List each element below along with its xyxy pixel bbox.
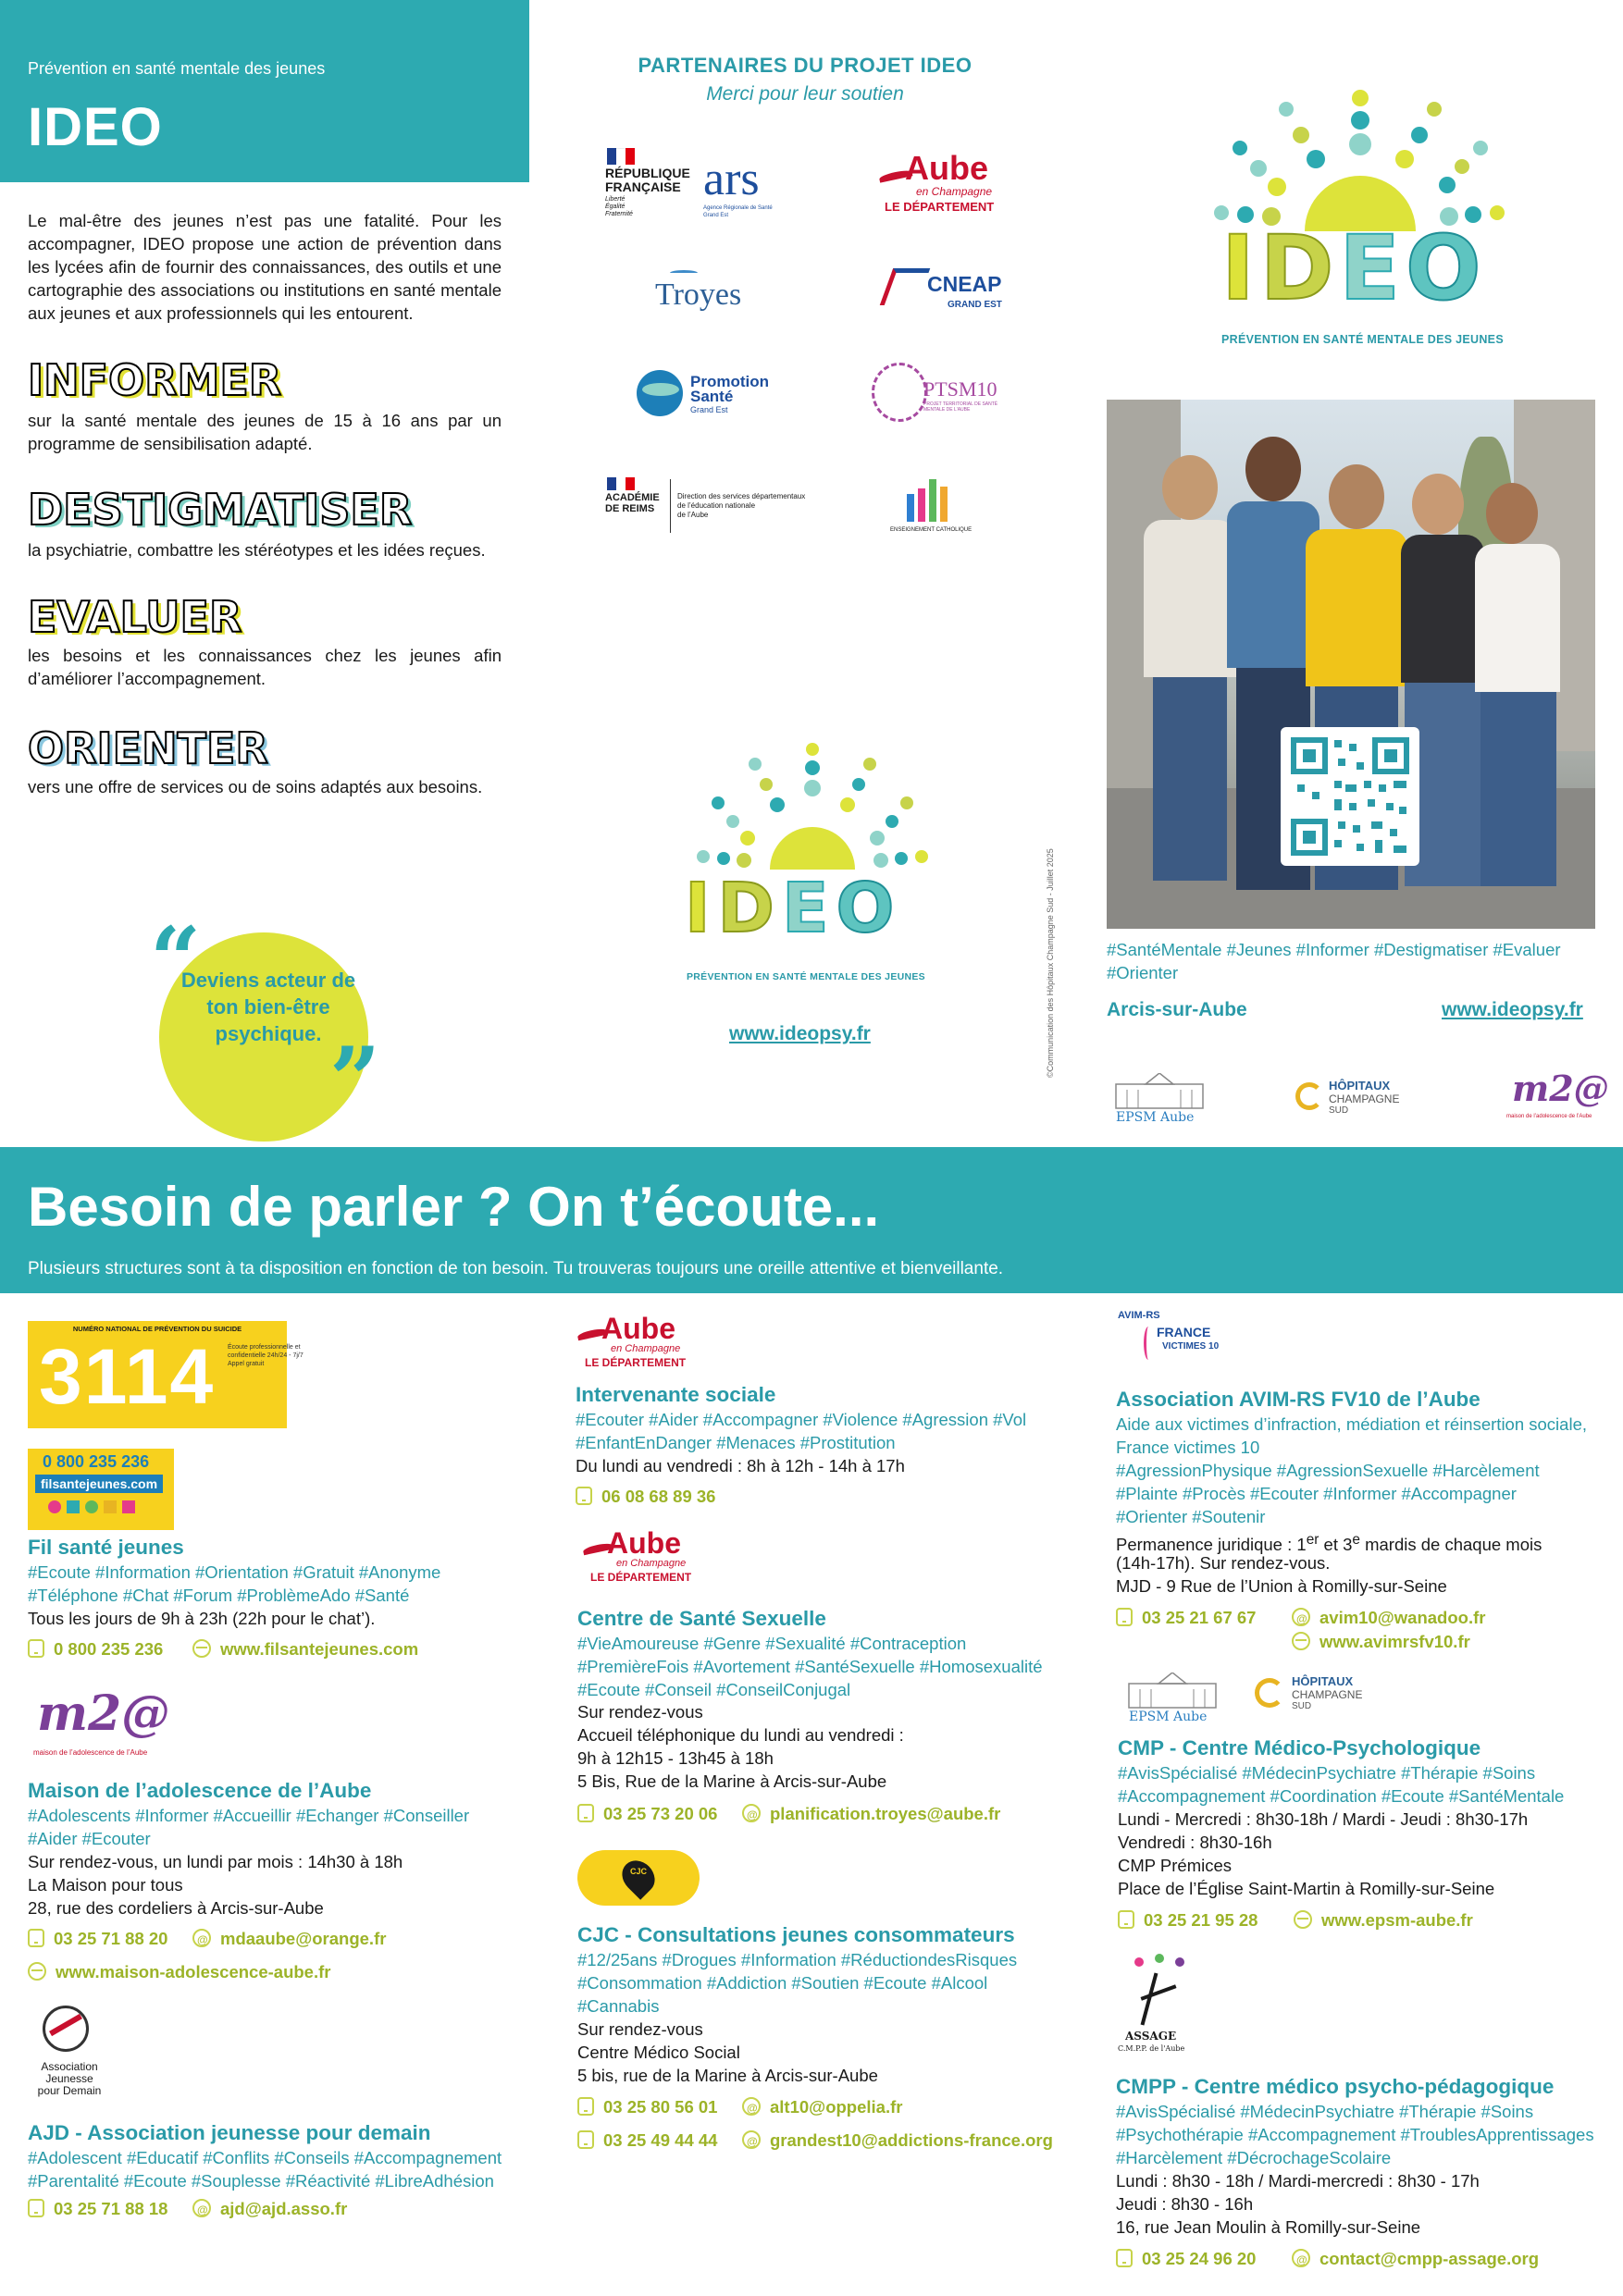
acad-line1: ACADÉMIE bbox=[605, 492, 660, 503]
fsj-tags: #Ecoute #Information #Orientation #Gratuit #Anonyme #Téléphone #Chat #Forum #ProblèmeAdo #Santé bbox=[28, 1562, 441, 1605]
phone-icon bbox=[1116, 2249, 1133, 2267]
m2a-wordmark: m2@ bbox=[1512, 1068, 1609, 1109]
is-hours: Du lundi au vendredi : 8h à 12h - 14h à 17h bbox=[576, 1456, 905, 1475]
aube2-dep: LE DÉPARTEMENT bbox=[590, 1571, 692, 1584]
logo-hopitaux-champagne-sud-2 bbox=[1255, 1674, 1384, 1721]
logo-avim-france-victimes bbox=[1116, 1308, 1236, 1375]
mda-line3: 28, rue des cordeliers à Arcis-sur-Aube bbox=[28, 1898, 324, 1918]
avim-tags: #AgressionPhysique #AgressionSexuelle #Harcèlement #Plainte #Procès #Ecouter #Informer #Accompagner #Orienter #Soutenir bbox=[1116, 1461, 1540, 1526]
ajd-mail[interactable] bbox=[192, 2197, 347, 2220]
cmpp-phone[interactable] bbox=[1116, 2247, 1256, 2270]
pillar-informer-title: INFORMER bbox=[28, 355, 282, 405]
fsj-hours: Tous les jours de 9h à 23h (22h pour le chat’). bbox=[28, 1609, 376, 1628]
phone-icon bbox=[577, 2130, 594, 2149]
cjc-line3: 5 bis, rue de la Marine à Arcis-sur-Aube bbox=[577, 2066, 878, 2085]
rf-motto3: Fraternité bbox=[605, 211, 633, 217]
assage-logo-b: C.M.P.P. de l'Aube bbox=[1118, 2044, 1185, 2053]
globe-icon bbox=[28, 1962, 46, 1981]
ideo-letter-o: O bbox=[1405, 216, 1487, 320]
cjc-phone1[interactable] bbox=[577, 2095, 717, 2118]
aube1-wordmark: Aube bbox=[601, 1312, 675, 1345]
cmpp-name: CMPP - Centre médico psycho-pédagogique bbox=[1116, 2075, 1555, 2098]
rf-line1: RÉPUBLIQUE bbox=[605, 166, 690, 180]
cmpp-line1: Lundi : 8h30 - 18h / Mardi-mercredi : 8h30 - 17h bbox=[1116, 2171, 1480, 2191]
phone-icon bbox=[577, 2097, 594, 2116]
acad-desc2: de l’éducation nationale bbox=[677, 501, 756, 510]
mda-phone-text: 03 25 71 88 20 bbox=[54, 1929, 168, 1948]
cover-website-link[interactable]: www.ideopsy.fr bbox=[1442, 999, 1583, 1020]
sun-icon-small bbox=[685, 740, 935, 870]
ideo-center-letter-e: E bbox=[781, 869, 836, 948]
m2a-sub: maison de l’adolescence de l’Aube bbox=[1506, 1114, 1592, 1119]
logo-3114 bbox=[28, 1321, 304, 1428]
cjc-phone2[interactable] bbox=[577, 2129, 717, 2152]
phone-icon bbox=[577, 1804, 594, 1822]
cmp-line2: Vendredi : 8h30-16h bbox=[1118, 1833, 1272, 1852]
ideo-tagline-top: PRÉVENTION EN SANTÉ MENTALE DES JEUNES bbox=[1221, 333, 1504, 346]
logo-epsm-aube bbox=[1109, 1073, 1210, 1127]
acad-desc3: de l’Aube bbox=[677, 511, 709, 519]
close-quote-icon: ” bbox=[329, 1028, 381, 1132]
ars-sub: Agence Régionale de Santé bbox=[703, 205, 773, 211]
cjc-mail2-text: grandest10@addictions-france.org bbox=[770, 2130, 1053, 2150]
css-mail-text: planification.troyes@aube.fr bbox=[770, 1804, 1001, 1823]
hcs-line1: HÔPITAUX bbox=[1329, 1079, 1391, 1092]
cover-hashtags: #SantéMentale #Jeunes #Informer #Destigmatiser #Evaluer #Orienter bbox=[1107, 940, 1561, 982]
cjc-phone2-text: 03 25 49 44 44 bbox=[603, 2130, 718, 2150]
mda-name: Maison de l’adolescence de l’Aube bbox=[28, 1779, 372, 1802]
cneap-sub: GRAND EST bbox=[948, 300, 1002, 310]
mda-web[interactable] bbox=[28, 1960, 330, 1983]
cmp-line1: Lundi - Mercredi : 8h30-18h / Mardi - Jeudi : 8h30-17h bbox=[1118, 1809, 1529, 1829]
listening-banner bbox=[0, 1147, 1623, 1293]
avim-phone-text: 03 25 21 67 67 bbox=[1142, 1608, 1257, 1627]
avim-logo-b: FRANCE bbox=[1157, 1325, 1211, 1339]
cneap-wordmark: CNEAP bbox=[927, 272, 1002, 296]
pillar-orienter-title: ORIENTER bbox=[28, 723, 268, 773]
header-panel bbox=[0, 0, 529, 182]
hcs-line3: SUD bbox=[1329, 1105, 1349, 1116]
cmpp-mail[interactable] bbox=[1292, 2247, 1539, 2270]
logo-aube-2 bbox=[583, 1528, 703, 1587]
cmpp-phone-text: 03 25 24 96 20 bbox=[1142, 2249, 1257, 2268]
header-kicker: Prévention en santé mentale des jeunes bbox=[28, 59, 326, 78]
cjc-logo-text: CJC bbox=[629, 1867, 647, 1876]
at-icon bbox=[742, 1804, 761, 1822]
acad-desc1: Direction des services départementaux bbox=[677, 492, 806, 500]
ars-sub2: Grand Est bbox=[703, 213, 729, 218]
hcs2-line3: SUD bbox=[1292, 1701, 1312, 1711]
mda-logo-wordmark: m2@ bbox=[37, 1685, 170, 1742]
css-name: Centre de Santé Sexuelle bbox=[577, 1607, 826, 1630]
ideo-letter-d: D bbox=[1259, 216, 1340, 320]
pillar-evaluer-text: les besoins et les connaissances chez les jeunes afin d’améliorer l’accompagnement. bbox=[28, 646, 502, 688]
hcs2-line2: CHAMPAGNE bbox=[1292, 1688, 1363, 1701]
phone-icon bbox=[1118, 1910, 1134, 1929]
is-phone[interactable] bbox=[576, 1485, 715, 1508]
ptsm-wordmark: PTSM10 bbox=[923, 377, 997, 401]
ajd-logo-line2: Jeunesse bbox=[45, 2072, 93, 2085]
acad-line2: DE REIMS bbox=[605, 503, 655, 514]
ajd-phone-text: 03 25 71 88 18 bbox=[54, 2199, 168, 2218]
cjc-mail2[interactable] bbox=[742, 2129, 1053, 2152]
credit-text: ©Communication des Hôpitaux Champagne Sud - Juillet 2025 bbox=[1046, 848, 1055, 1078]
logo3114-side: Écoute professionnelle et confidentielle 24h/24 - 7j/7 Appel gratuit bbox=[228, 1344, 304, 1367]
cmp-web-text: www.epsm-aube.fr bbox=[1321, 1910, 1473, 1930]
ideo-center-letter-o: O bbox=[836, 869, 902, 948]
aube1-dep: LE DÉPARTEMENT bbox=[585, 1356, 687, 1369]
ideo-center-letter-i: I bbox=[685, 869, 718, 948]
logo-hopitaux-champagne-sud bbox=[1295, 1079, 1416, 1125]
logo-cjc bbox=[577, 1850, 700, 1906]
avim-mail-text: avim10@wanadoo.fr bbox=[1319, 1608, 1486, 1627]
cmp-name: CMP - Centre Médico-Psychologique bbox=[1118, 1736, 1481, 1759]
mda-phone[interactable] bbox=[28, 1927, 167, 1950]
logo-republique-ars bbox=[603, 148, 798, 224]
ideo-logo-center bbox=[685, 740, 935, 990]
css-line3: 9h à 12h15 - 13h45 à 18h bbox=[577, 1748, 774, 1768]
globe-icon bbox=[1292, 1632, 1310, 1650]
ideo-letter-i: I bbox=[1221, 216, 1260, 320]
mda-line2: La Maison pour tous bbox=[28, 1875, 183, 1895]
pillar-informer-text: sur la santé mentale des jeunes de 15 à 16 ans par un programme de sensibilisation adapté. bbox=[28, 411, 502, 453]
phone-icon bbox=[1116, 1608, 1133, 1626]
banner-subtitle: Plusieurs structures sont à ta disposition en fonction de ton besoin. Tu trouveras toujours une oreille attentive et bienveillante. bbox=[28, 1259, 1004, 1278]
is-phone-text: 06 08 68 89 36 bbox=[601, 1487, 716, 1506]
ps-line1: Promotion bbox=[690, 373, 769, 390]
at-icon bbox=[1292, 1608, 1310, 1626]
ajd-logo-line1: Association bbox=[41, 2060, 98, 2073]
pillar-evaluer-title: EVALUER bbox=[28, 592, 242, 642]
banner-title: Besoin de parler ? On t’écoute... bbox=[28, 1176, 880, 1238]
ajd-tags: #Adolescent #Educatif #Conflits #Conseils #Accompagnement #Parentalité #Ecoute #Souplesse #Réactivité #LibreAdhésion bbox=[28, 2148, 502, 2191]
avim-web-text: www.avimrsfv10.fr bbox=[1319, 1632, 1470, 1651]
logo3114-top: NUMÉRO NATIONAL DE PRÉVENTION DU SUICIDE bbox=[72, 1325, 242, 1333]
aube-sub: en Champagne bbox=[916, 185, 993, 198]
logo-troyes bbox=[648, 263, 777, 318]
cover-city: Arcis-sur-Aube bbox=[1107, 999, 1247, 1020]
cjc-mail1[interactable] bbox=[742, 2095, 902, 2118]
rf-motto1: Liberté bbox=[605, 196, 626, 203]
ars-wordmark: ars bbox=[703, 153, 760, 205]
fsj-web[interactable] bbox=[192, 1637, 418, 1660]
hcs-line2: CHAMPAGNE bbox=[1329, 1092, 1400, 1105]
epsm-building-icon-2 bbox=[1121, 1673, 1223, 1711]
ps-line3: Grand Est bbox=[690, 405, 728, 414]
fsj-phone-text: 0 800 235 236 bbox=[54, 1639, 164, 1659]
avim-line2: (14h-17h). Sur rendez-vous. bbox=[1116, 1553, 1331, 1573]
aube-dep: LE DÉPARTEMENT bbox=[885, 200, 995, 214]
qr-code[interactable] bbox=[1281, 727, 1419, 866]
at-icon bbox=[742, 2097, 761, 2116]
is-name: Intervenante sociale bbox=[576, 1383, 776, 1406]
globe-icon bbox=[192, 1639, 211, 1658]
ajd-logo-line3: pour Demain bbox=[37, 2084, 102, 2097]
center-website-link[interactable]: www.ideopsy.fr bbox=[729, 1023, 871, 1044]
avim-perm-a: Permanence juridique : 1 bbox=[1116, 1535, 1307, 1555]
ajd-mail-text: ajd@ajd.asso.fr bbox=[220, 2199, 348, 2218]
logo-maison-adolescence bbox=[33, 1685, 170, 1763]
hcs2-line1: HÔPITAUX bbox=[1292, 1674, 1354, 1688]
sun-icon bbox=[1203, 83, 1508, 231]
aube-wordmark: Aube bbox=[905, 149, 988, 187]
avim-perm-sup2: e bbox=[1352, 1532, 1360, 1548]
ideo-logo-top bbox=[1203, 83, 1508, 352]
rf-line2: FRANÇAISE bbox=[605, 179, 681, 194]
quote-text: Deviens acteur de ton bien-être psychique. bbox=[180, 969, 356, 1045]
cmpp-line3: 16, rue Jean Moulin à Romilly-sur-Seine bbox=[1116, 2217, 1421, 2237]
cjc-line1: Sur rendez-vous bbox=[577, 2019, 703, 2039]
avim-perm-c: mardis de chaque mois bbox=[1359, 1535, 1542, 1555]
ec-wordmark: ENSEIGNEMENT CATHOLIQUE bbox=[890, 527, 973, 533]
logo-cneap bbox=[886, 266, 1007, 318]
epsm2-wordmark: EPSM Aube bbox=[1129, 1710, 1208, 1724]
cmpp-mail-text: contact@cmpp-assage.org bbox=[1319, 2249, 1540, 2268]
css-phone-text: 03 25 73 20 06 bbox=[603, 1804, 718, 1823]
fsj-web-text: www.filsantejeunes.com bbox=[220, 1639, 419, 1659]
logo-ajd bbox=[30, 2002, 109, 2104]
epsm-building-icon bbox=[1109, 1073, 1210, 1112]
phone-icon bbox=[28, 2199, 44, 2217]
ajd-phone[interactable] bbox=[28, 2197, 167, 2220]
intro-paragraph: Le mal-être des jeunes n’est pas une fatalité. Pour les accompagner, IDEO propose une action de prévention dans les lycées afin de fournir des connaissances, des outils et une cartographie des associations ou institutions en santé mentale aux jeunes et aux professionnels qui les entourent. bbox=[28, 211, 502, 323]
rf-motto2: Égalité bbox=[605, 204, 626, 210]
ideo-letter-e: E bbox=[1339, 216, 1406, 320]
avim-name: Association AVIM-RS FV10 de l’Aube bbox=[1116, 1388, 1481, 1411]
mda-mail[interactable] bbox=[192, 1927, 386, 1950]
avim-web[interactable] bbox=[1292, 1630, 1470, 1653]
avim-phone[interactable] bbox=[1116, 1606, 1256, 1629]
css-mail[interactable] bbox=[742, 1802, 1000, 1825]
at-icon bbox=[742, 2130, 761, 2149]
troyes-wordmark: Troyes bbox=[655, 278, 742, 312]
logo-ptsm10 bbox=[870, 359, 1009, 431]
cmpp-tags: #AvisSpécialisé #MédecinPsychiatre #Thérapie #Soins #Psychothérapie #Accompagnement #TroublesApprentissages #Harcèlement #DécrochageScolaire bbox=[1116, 2102, 1594, 2167]
cjc-tags: #12/25ans #Drogues #Information #RéductiondesRisques #Consommation #Addiction #Soutien #Ecoute #Alcool #Cannabis bbox=[577, 1950, 1018, 2016]
logo-aube-departement bbox=[879, 149, 1009, 218]
ptsm-sub: PROJET TERRITORIAL DE SANTÉ MENTALE DE L'AUBE bbox=[923, 401, 998, 413]
phone-icon bbox=[28, 1929, 44, 1947]
at-icon bbox=[192, 1929, 211, 1947]
cmp-line3: CMP Prémices bbox=[1118, 1856, 1233, 1875]
avim-mail[interactable] bbox=[1292, 1606, 1485, 1629]
logo-assage bbox=[1116, 1954, 1208, 2057]
open-quote-icon: “ bbox=[150, 907, 202, 1012]
ideo-center-letter-d: D bbox=[717, 869, 782, 948]
assage-logo-a: ASSAGE bbox=[1125, 2030, 1177, 2043]
css-tags: #VieAmoureuse #Genre #Sexualité #Contraception #PremièreFois #Avortement #SantéSexuelle #Homosexualité #Ecoute #Conseil #ConseilConjugal bbox=[577, 1634, 1043, 1699]
css-line1: Sur rendez-vous bbox=[577, 1702, 703, 1722]
phone-icon bbox=[576, 1487, 592, 1505]
avim-subtitle: Aide aux victimes d’infraction, médiation et réinsertion sociale, France victimes 10 bbox=[1116, 1414, 1587, 1457]
fsj-logo-phone: 0 800 235 236 bbox=[43, 1452, 150, 1471]
pillar-destigmatiser-title: DESTIGMATISER bbox=[28, 485, 413, 535]
cmp-web[interactable] bbox=[1294, 1908, 1473, 1932]
pillar-orienter-text: vers une offre de services ou de soins adaptés aux besoins. bbox=[28, 777, 483, 796]
logo-enseignement-catholique bbox=[888, 475, 990, 537]
fsj-phone[interactable] bbox=[28, 1637, 163, 1660]
aube2-wordmark: Aube bbox=[607, 1526, 681, 1560]
cmp-line4: Place de l’Église Saint-Martin à Romilly-sur-Seine bbox=[1118, 1879, 1495, 1898]
logo3114-number: 3114 bbox=[39, 1333, 216, 1420]
mda-web-text: www.maison-adolescence-aube.fr bbox=[56, 1962, 331, 1981]
avim-perm-b: et 3 bbox=[1319, 1535, 1353, 1555]
pillar-destigmatiser-text: la psychiatrie, combattre les stéréotypes et les idées reçues. bbox=[28, 540, 486, 560]
mda-logo-sub: maison de l’adolescence de l’Aube bbox=[33, 1748, 148, 1757]
phone-icon bbox=[28, 1639, 44, 1658]
fsj-logo-site: filsantejeunes.com bbox=[35, 1475, 163, 1493]
ps-line2: Santé bbox=[690, 388, 734, 405]
cover-photo bbox=[1107, 400, 1595, 929]
mda-mail-text: mdaaube@orange.fr bbox=[220, 1929, 387, 1948]
cmpp-line2: Jeudi : 8h30 - 16h bbox=[1116, 2194, 1254, 2214]
globe-icon bbox=[1294, 1910, 1312, 1929]
logo-aube-1 bbox=[577, 1314, 698, 1373]
is-tags: #Ecouter #Aider #Accompagner #Violence #Agression #Vol #EnfantEnDanger #Menaces #Prostitution bbox=[576, 1410, 1027, 1452]
cjc-phone1-text: 03 25 80 56 01 bbox=[603, 2097, 718, 2117]
logo-epsm-aube-2 bbox=[1121, 1673, 1223, 1726]
css-line2: Accueil téléphonique du lundi au vendredi : bbox=[577, 1725, 904, 1745]
cmp-phone-text: 03 25 21 95 28 bbox=[1144, 1910, 1258, 1930]
logo-fil-sante-jeunes bbox=[28, 1449, 174, 1530]
cjc-line2: Centre Médico Social bbox=[577, 2043, 740, 2062]
logo-academie-reims bbox=[603, 477, 816, 537]
partners-subtitle: Merci pour leur soutien bbox=[706, 83, 904, 105]
cjc-name: CJC - Consultations jeunes consommateurs bbox=[577, 1923, 1015, 1946]
ajd-name: AJD - Association jeunesse pour demain bbox=[28, 2121, 431, 2144]
at-icon bbox=[192, 2199, 211, 2217]
fsj-name: Fil santé jeunes bbox=[28, 1536, 184, 1559]
avim-line3: MJD - 9 Rue de l’Union à Romilly-sur-Seine bbox=[1116, 1576, 1447, 1596]
partners-title: PARTENAIRES DU PROJET IDEO bbox=[638, 54, 973, 77]
avim-logo-a: AVIM-RS bbox=[1118, 1310, 1160, 1321]
logo-m2a bbox=[1506, 1068, 1609, 1127]
aube2-sub: en Champagne bbox=[616, 1558, 687, 1569]
cmp-tags: #AvisSpécialisé #MédecinPsychiatre #Thérapie #Soins #Accompagnement #Coordination #Ecoute #SantéMentale bbox=[1118, 1763, 1565, 1806]
cmp-phone[interactable] bbox=[1118, 1908, 1258, 1932]
mda-line1: Sur rendez-vous, un lundi par mois : 14h30 à 18h bbox=[28, 1852, 403, 1871]
header-title: IDEO bbox=[28, 97, 163, 157]
css-phone[interactable] bbox=[577, 1802, 717, 1825]
avim-perm-sup1: er bbox=[1306, 1532, 1319, 1548]
cjc-mail1-text: alt10@oppelia.fr bbox=[770, 2097, 903, 2117]
css-line4: 5 Bis, Rue de la Marine à Arcis-sur-Aube bbox=[577, 1771, 887, 1791]
logo-promotion-sante bbox=[637, 368, 785, 420]
avim-logo-c: VICTIMES 10 bbox=[1162, 1341, 1220, 1352]
at-icon bbox=[1292, 2249, 1310, 2267]
aube1-sub: en Champagne bbox=[611, 1343, 681, 1354]
epsm-wordmark: EPSM Aube bbox=[1116, 1110, 1195, 1125]
ideo-tagline-center: PRÉVENTION EN SANTÉ MENTALE DES JEUNES bbox=[687, 971, 925, 982]
mda-tags: #Adolescents #Informer #Accueillir #Echanger #Conseiller #Aider #Ecouter bbox=[28, 1806, 470, 1848]
